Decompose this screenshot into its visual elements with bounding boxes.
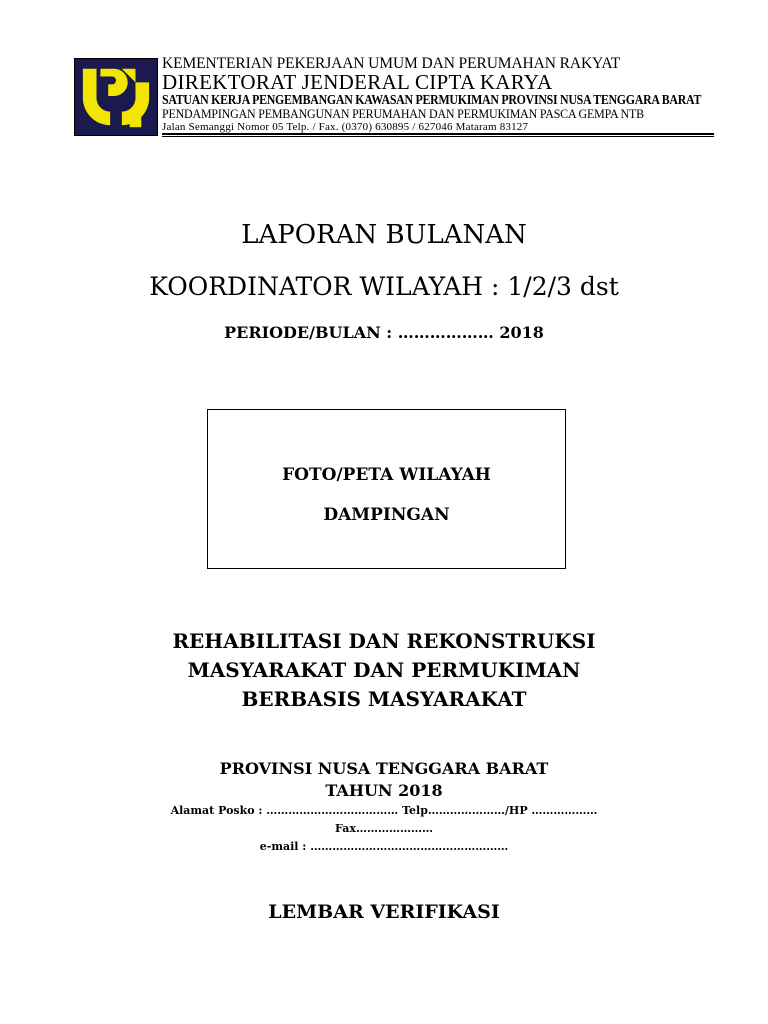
letterhead-directorate: DIREKTORAT JENDERAL CIPTA KARYA [162, 70, 553, 94]
program-title [0, 627, 768, 714]
photo-placeholder-label: FOTO/PETA WILAYAH [282, 465, 491, 485]
report-subtitle: KOORDINATOR WILAYAH : 1/2/3 dst [149, 272, 619, 301]
letterhead-program: PENDAMPINGAN PEMBANGUNAN PERUMAHAN DAN PERMUKIMAN PASCA GEMPA NTB [162, 106, 644, 121]
province-name: PROVINSI NUSA TENGGARA BARAT [219, 759, 549, 778]
program-line-1: REHABILITASI DAN REKONSTRUKSI [172, 629, 596, 653]
photo-placeholder-box [207, 409, 566, 569]
letterhead-ministry: KEMENTERIAN PEKERJAAN UMUM DAN PERUMAHAN RAKYAT [162, 55, 621, 72]
letterhead-work-unit: SATUAN KERJA PENGEMBANGAN KAWASAN PERMUKIMAN PROVINSI NUSA TENGGARA BARAT [162, 92, 702, 107]
pu-logo-icon [74, 58, 158, 136]
location-block [0, 758, 768, 802]
photo-placeholder-label-2: DAMPINGAN [323, 505, 450, 525]
letterhead [74, 56, 714, 138]
contact-fax: Fax………………… [335, 822, 433, 835]
letterhead-rule [162, 133, 714, 135]
letterhead-address: Jalan Semanggi Nomor 05 Telp. / Fax. (0370) 630895 / 627046 Mataram 83127 [162, 121, 529, 133]
verification-sheet-title: LEMBAR VERIFIKASI [268, 901, 500, 923]
report-period: PERIODE/BULAN : ……………… 2018 [224, 323, 544, 342]
contact-email: e-mail : ……………………………………………… [259, 840, 509, 853]
report-year: TAHUN 2018 [325, 781, 443, 800]
letterhead-rule-thin [162, 136, 714, 137]
program-line-2: MASYARAKAT DAN PERMUKIMAN [187, 658, 581, 682]
contact-address: Alamat Posko : ……………………………… Telp…………………/HP ……………… [170, 804, 598, 817]
report-title: LAPORAN BULANAN [241, 220, 527, 250]
program-line-3: BERBASIS MASYARAKAT [241, 687, 527, 711]
